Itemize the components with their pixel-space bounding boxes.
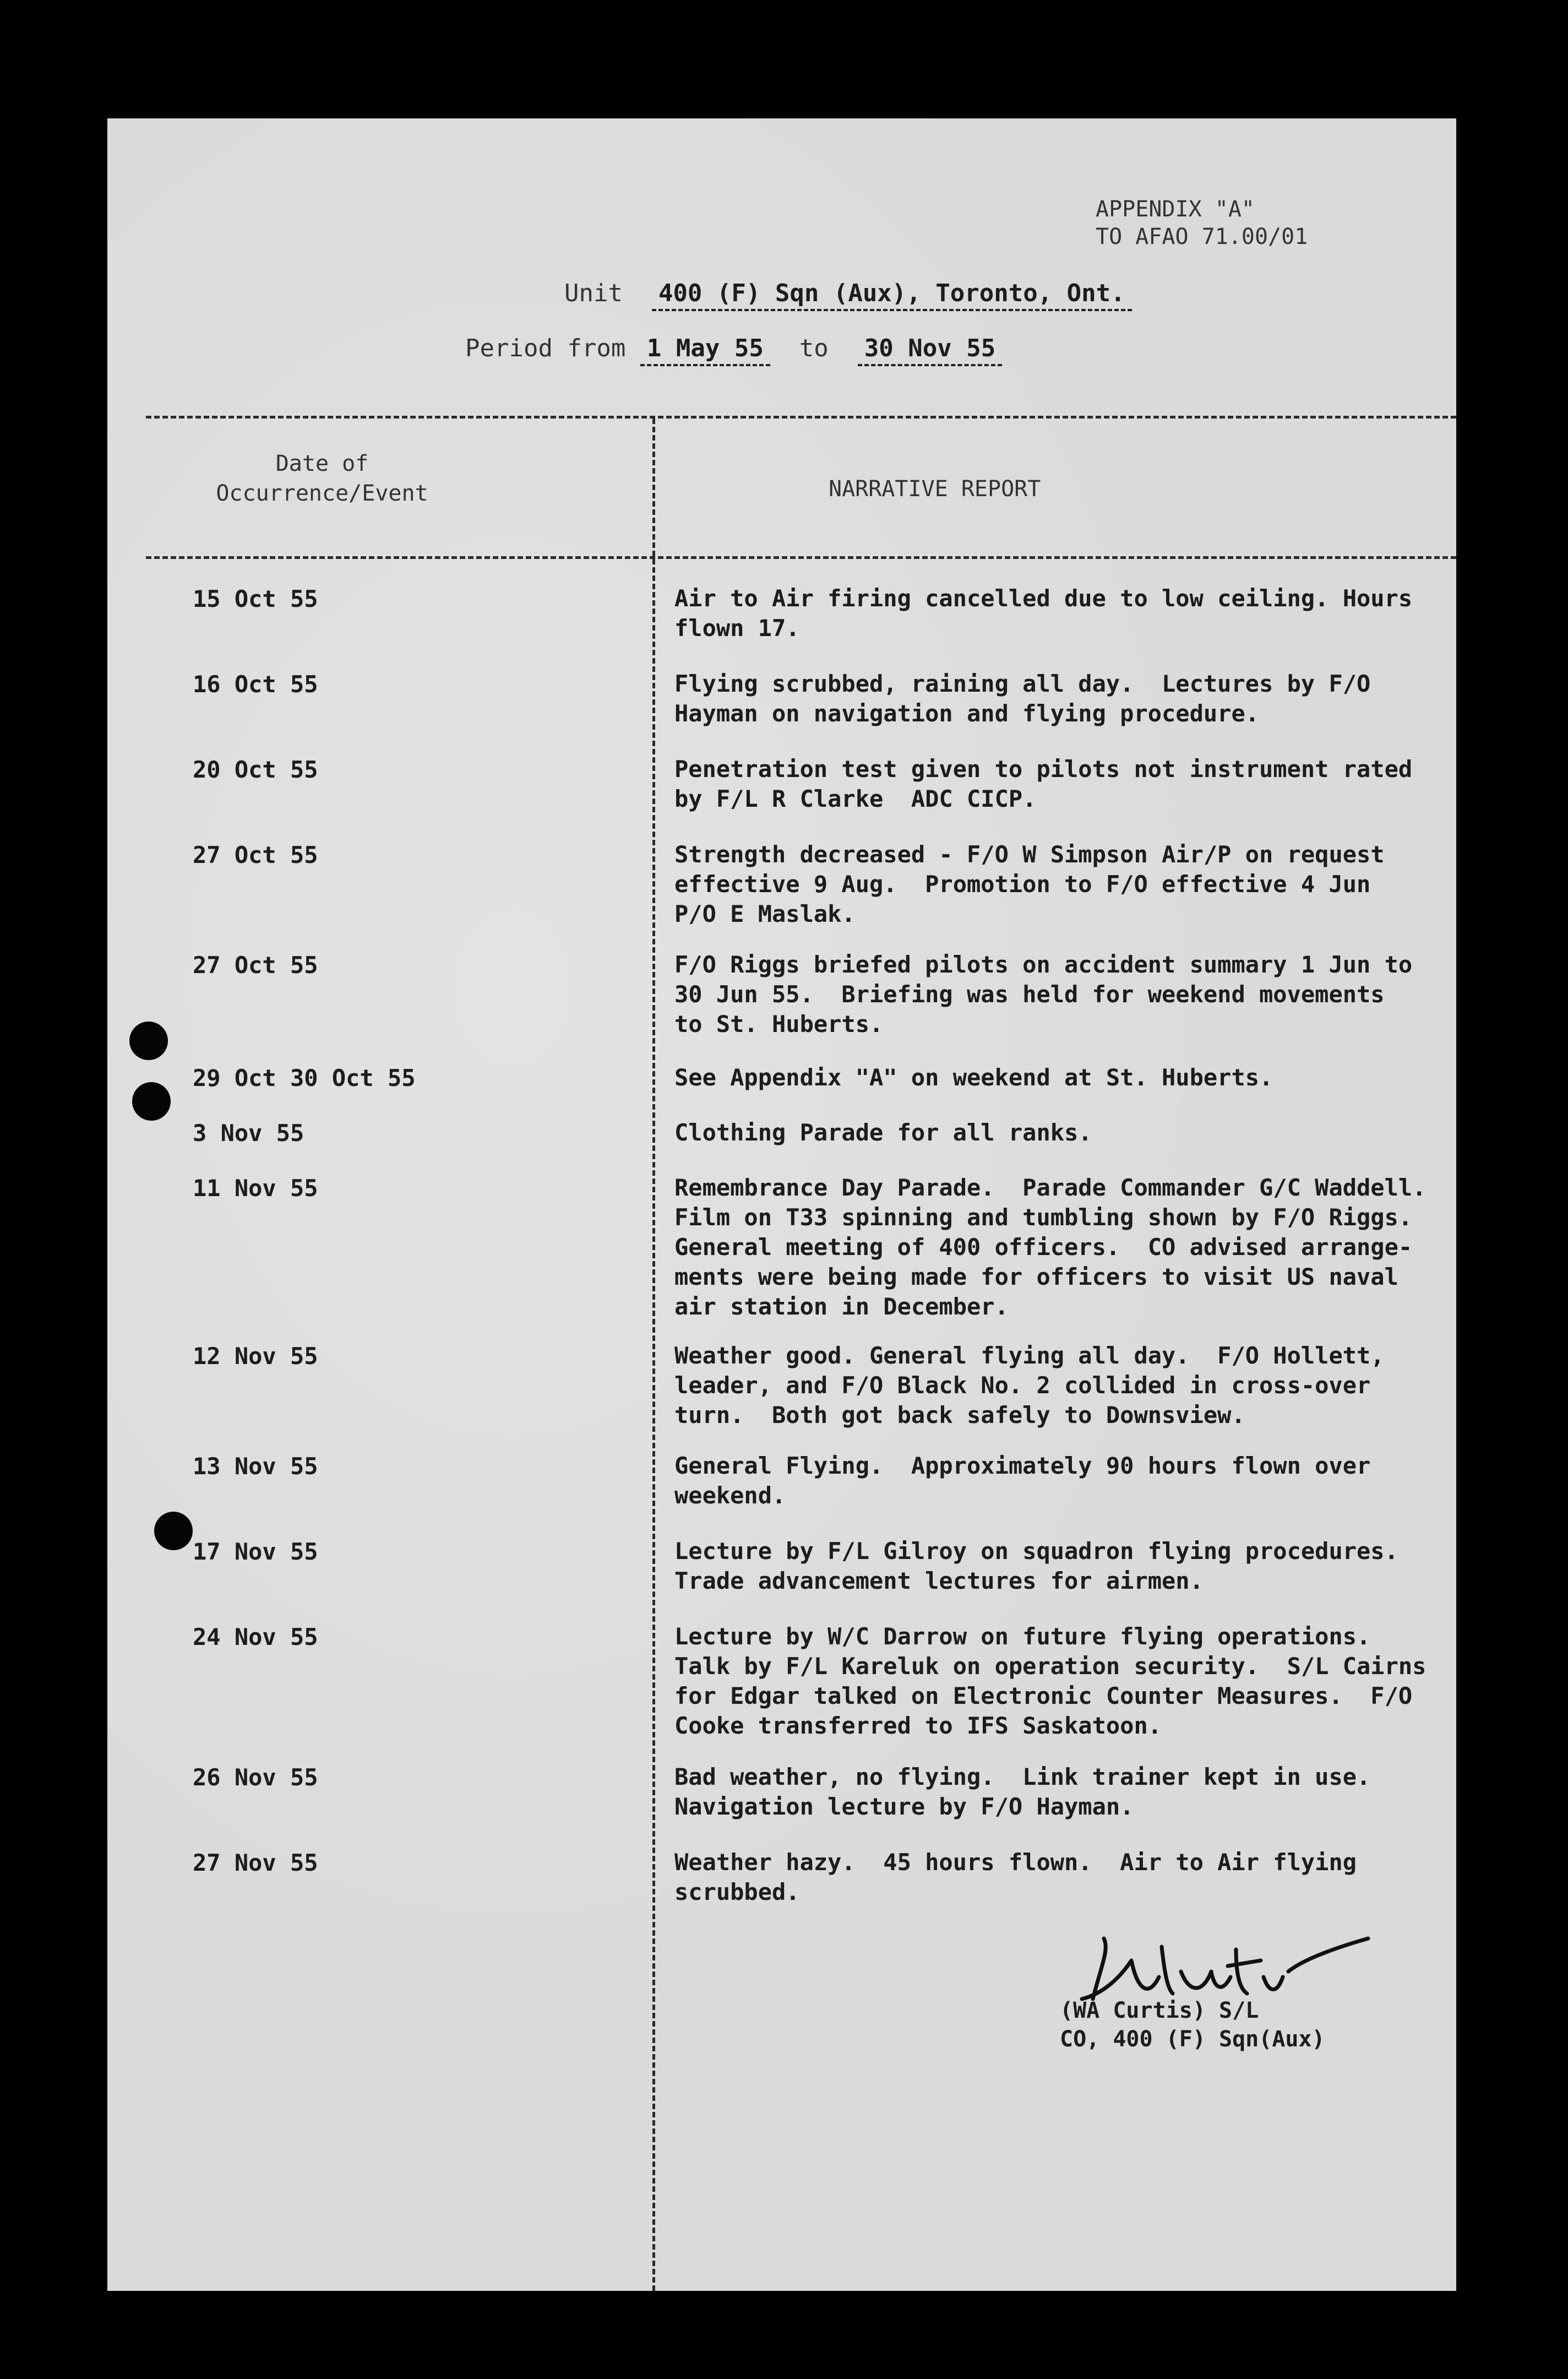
entry-date: 15 Oct 55 bbox=[193, 585, 318, 612]
punch-hole bbox=[132, 1082, 171, 1121]
unit-value: 400 (F) Sqn (Aux), Toronto, Ont. bbox=[652, 278, 1132, 311]
appendix-line-1: APPENDIX "A" bbox=[1096, 197, 1255, 222]
signatory-title: CO, 400 (F) Sqn(Aux) bbox=[1060, 2027, 1325, 2052]
entry-date: 24 Nov 55 bbox=[193, 1623, 318, 1650]
entry-date: 11 Nov 55 bbox=[193, 1175, 318, 1202]
appendix-reference bbox=[1096, 195, 1308, 251]
entry-narrative: See Appendix "A" on weekend at St. Huberts. bbox=[674, 1064, 1273, 1091]
entry-narrative: Strength decreased - F/O W Simpson Air/P on request effective 9 Aug. Promotion to F/O effective 4 Jun P/O E Maslak. bbox=[674, 841, 1385, 927]
entry-narrative: Air to Air firing cancelled due to low ceiling. Hours flown 17. bbox=[674, 585, 1413, 642]
entry-narrative: Flying scrubbed, raining all day. Lectures by F/O Hayman on navigation and flying procedure. bbox=[674, 670, 1371, 727]
entry-date: 20 Oct 55 bbox=[193, 756, 318, 783]
date-column-header: Date of Occurrence/Event bbox=[216, 451, 428, 506]
entry-date: 26 Nov 55 bbox=[193, 1764, 318, 1791]
report-page bbox=[107, 118, 1456, 2291]
entry-date: 3 Nov 55 bbox=[193, 1120, 304, 1147]
entry-date: 12 Nov 55 bbox=[193, 1343, 318, 1370]
entry-narrative: Lecture by F/L Gilroy on squadron flying procedures. Trade advancement lectures for airmen. bbox=[674, 1538, 1398, 1594]
period-from: 1 May 55 bbox=[640, 333, 770, 366]
entry-narrative: Penetration test given to pilots not instrument rated by F/L R Clarke ADC CICP. bbox=[674, 756, 1413, 812]
entry-date: 29 Oct 30 Oct 55 bbox=[193, 1064, 416, 1091]
entry-date: 27 Oct 55 bbox=[193, 952, 318, 979]
entry-narrative: F/O Riggs briefed pilots on accident summary 1 Jun to 30 Jun 55. Briefing was held for weekend movements to St. Huberts. bbox=[674, 951, 1413, 1038]
unit-label: Unit bbox=[564, 279, 623, 307]
period-label: Period from bbox=[465, 334, 626, 362]
period-to: 30 Nov 55 bbox=[858, 333, 1002, 366]
entry-narrative: Clothing Parade for all ranks. bbox=[674, 1119, 1092, 1146]
signature-block bbox=[1060, 1996, 1325, 2054]
period-to-label: to bbox=[799, 334, 829, 362]
signatory-name: (WA Curtis) S/L bbox=[1060, 1998, 1259, 2023]
entry-narrative: Bad weather, no flying. Link trainer kept in use. Navigation lecture by F/O Hayman. bbox=[674, 1763, 1371, 1820]
appendix-line-2: TO AFAO 71.00/01 bbox=[1096, 224, 1308, 249]
entry-date: 27 Nov 55 bbox=[193, 1849, 318, 1876]
header-rule bbox=[146, 556, 1456, 559]
unit-line bbox=[564, 278, 1132, 311]
entry-narrative: Weather hazy. 45 hours flown. Air to Air flying scrubbed. bbox=[674, 1849, 1357, 1905]
entry-narrative: General Flying. Approximately 90 hours flown over weekend. bbox=[674, 1452, 1371, 1509]
entry-date: 13 Nov 55 bbox=[193, 1453, 318, 1480]
column-divider bbox=[652, 419, 655, 2291]
narrative-column-header: NARRATIVE REPORT bbox=[829, 476, 1041, 502]
punch-hole bbox=[154, 1512, 193, 1550]
entry-date: 17 Nov 55 bbox=[193, 1538, 318, 1565]
punch-hole bbox=[129, 1022, 168, 1060]
entry-narrative: Lecture by W/C Darrow on future flying operations. Talk by F/L Kareluk on operation security. S/L Cairns for Edgar talked on Electronic Counter Measures. F/O Cooke transferred to IFS Saskatoon. bbox=[674, 1623, 1427, 1739]
entry-narrative: Remembrance Day Parade. Parade Commander G/C Waddell. Film on T33 spinning and tumbling shown by F/O Riggs. General meeting of 400 officers. CO advised arrange- ments were being made for officers to visit US naval air station in December. bbox=[674, 1174, 1427, 1320]
top-rule bbox=[146, 416, 1456, 419]
entry-narrative: Weather good. General flying all day. F/O Hollett, leader, and F/O Black No. 2 collided in cross-over turn. Both got back safely to Downsview. bbox=[674, 1342, 1385, 1429]
period-line bbox=[465, 333, 1002, 366]
entry-date: 27 Oct 55 bbox=[193, 841, 318, 868]
entry-date: 16 Oct 55 bbox=[193, 671, 318, 698]
